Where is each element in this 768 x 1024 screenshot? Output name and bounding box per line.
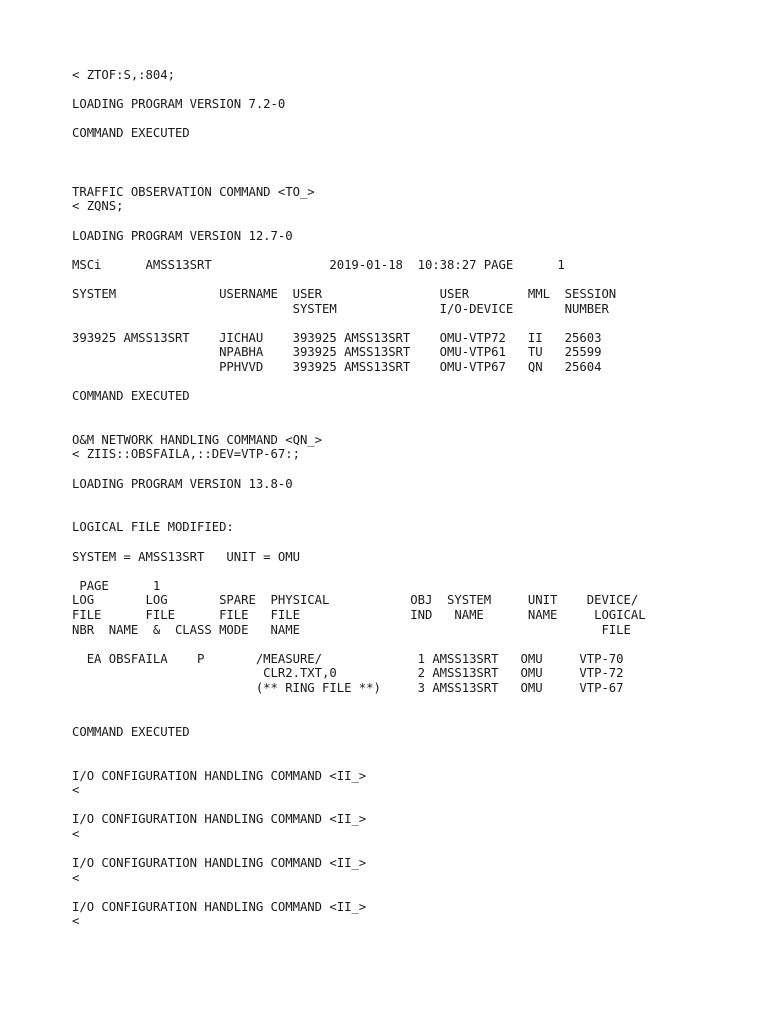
log-line bbox=[72, 754, 752, 769]
log-line bbox=[72, 710, 752, 725]
log-line: NBR NAME & CLASS MODE NAME FILE bbox=[72, 622, 631, 637]
log-line: (** RING FILE **) 3 AMSS13SRT OMU VTP-67 bbox=[72, 680, 624, 695]
log-line: < bbox=[72, 870, 80, 885]
log-line bbox=[72, 374, 752, 389]
log-line: SYSTEM = AMSS13SRT UNIT = OMU bbox=[72, 549, 300, 564]
log-line: < ZIIS::OBSFAILA,::DEV=VTP-67:; bbox=[72, 447, 300, 462]
log-line bbox=[72, 418, 752, 433]
log-line: CLR2.TXT,0 2 AMSS13SRT OMU VTP-72 bbox=[72, 666, 624, 681]
log-line bbox=[72, 696, 752, 711]
log-line: MSCi AMSS13SRT 2019-01-18 10:38:27 PAGE 1 bbox=[72, 257, 565, 272]
log-line bbox=[72, 272, 752, 287]
log-line: FILE FILE FILE FILE IND NAME NAME LOGICAL bbox=[72, 607, 646, 622]
log-line: NPABHA 393925 AMSS13SRT OMU-VTP61 TU 25599 bbox=[72, 345, 602, 360]
log-line: < bbox=[72, 783, 80, 798]
log-line: TRAFFIC OBSERVATION COMMAND <TO_> bbox=[72, 184, 315, 199]
log-line: I/O CONFIGURATION HANDLING COMMAND <II_> bbox=[72, 812, 367, 827]
log-line bbox=[72, 316, 752, 331]
log-line bbox=[72, 637, 752, 652]
log-line: < ZQNS; bbox=[72, 199, 124, 214]
log-line: LOGICAL FILE MODIFIED: bbox=[72, 520, 234, 535]
log-line bbox=[72, 170, 752, 185]
log-line: LOG LOG SPARE PHYSICAL OBJ SYSTEM UNIT DEVICE/ bbox=[72, 593, 639, 608]
log-line: PPHVVD 393925 AMSS13SRT OMU-VTP67 QN 25604 bbox=[72, 359, 602, 374]
log-line bbox=[72, 141, 752, 156]
log-line: COMMAND EXECUTED bbox=[72, 389, 190, 404]
log-line bbox=[72, 885, 752, 900]
log-line bbox=[72, 214, 752, 229]
log-line bbox=[72, 535, 752, 550]
log-line bbox=[72, 404, 752, 419]
log-line: LOADING PROGRAM VERSION 13.8-0 bbox=[72, 476, 293, 491]
terminal-log-document bbox=[72, 68, 752, 929]
log-line: LOADING PROGRAM VERSION 7.2-0 bbox=[72, 97, 286, 112]
log-line bbox=[72, 243, 752, 258]
log-line: I/O CONFIGURATION HANDLING COMMAND <II_> bbox=[72, 856, 367, 871]
log-line: SYSTEM USERNAME USER USER MML SESSION bbox=[72, 286, 617, 301]
log-line: < bbox=[72, 826, 80, 841]
log-line bbox=[72, 739, 752, 754]
log-line bbox=[72, 156, 752, 171]
log-line bbox=[72, 462, 752, 477]
log-line: LOADING PROGRAM VERSION 12.7-0 bbox=[72, 228, 293, 243]
log-line: 393925 AMSS13SRT JICHAU 393925 AMSS13SRT OMU-VTP72 II 25603 bbox=[72, 330, 602, 345]
log-line: < ZTOF:S,:804; bbox=[72, 68, 175, 82]
log-line: PAGE 1 bbox=[72, 578, 161, 593]
log-line: I/O CONFIGURATION HANDLING COMMAND <II_> bbox=[72, 768, 367, 783]
log-line bbox=[72, 491, 752, 506]
log-line bbox=[72, 112, 752, 127]
log-line: < bbox=[72, 914, 80, 929]
log-line: COMMAND EXECUTED bbox=[72, 126, 190, 141]
log-line bbox=[72, 564, 752, 579]
log-line bbox=[72, 506, 752, 521]
log-line bbox=[72, 798, 752, 813]
log-line: I/O CONFIGURATION HANDLING COMMAND <II_> bbox=[72, 899, 367, 914]
log-line bbox=[72, 841, 752, 856]
log-line: EA OBSFAILA P /MEASURE/ 1 AMSS13SRT OMU VTP-70 bbox=[72, 651, 624, 666]
log-line: SYSTEM I/O-DEVICE NUMBER bbox=[72, 301, 609, 316]
log-line: COMMAND EXECUTED bbox=[72, 724, 190, 739]
log-line bbox=[72, 83, 752, 98]
log-line: O&M NETWORK HANDLING COMMAND <QN_> bbox=[72, 432, 323, 447]
